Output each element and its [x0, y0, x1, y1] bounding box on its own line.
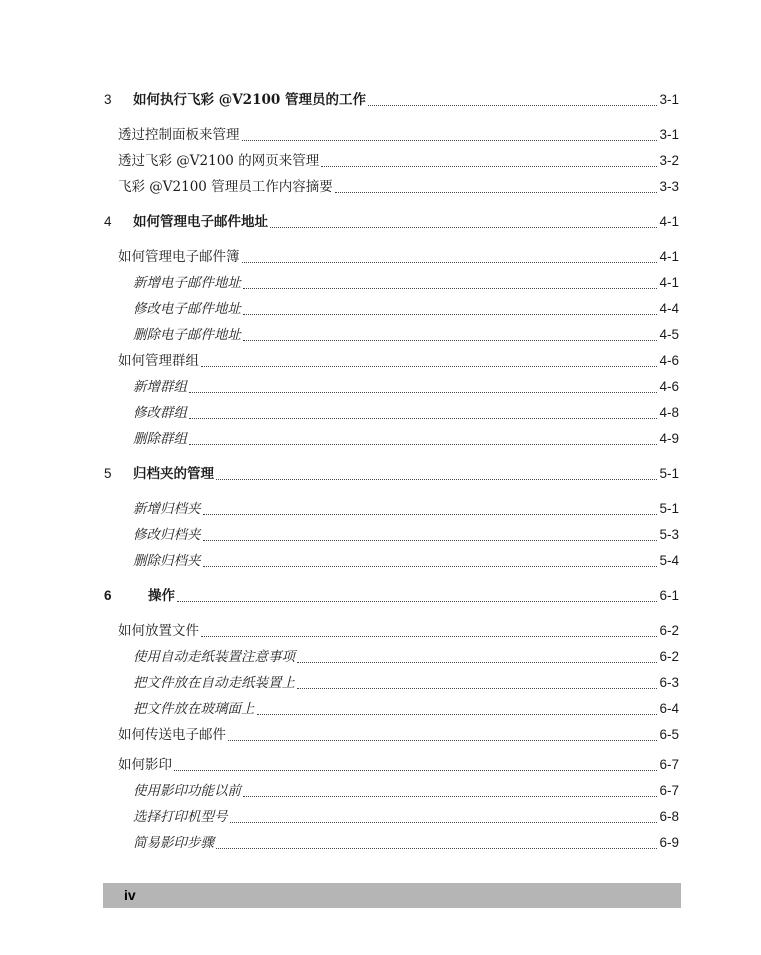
toc-subentry[interactable] — [0, 429, 679, 449]
toc-page-number: 3-1 — [659, 127, 679, 142]
toc-leader-dots — [335, 192, 658, 193]
toc-title: 如何管理电子邮件簿 — [118, 249, 240, 265]
toc-subentry[interactable] — [0, 807, 679, 827]
toc-leader-dots — [230, 822, 658, 823]
toc-title: 把文件放在自动走纸装置上 — [133, 675, 295, 691]
toc-title: 使用自动走纸装置注意事项 — [133, 649, 295, 665]
toc-page-number: 6-2 — [659, 623, 679, 638]
toc-entry[interactable] — [0, 725, 679, 745]
toc-leader-dots — [243, 314, 657, 315]
toc-subentry[interactable] — [0, 781, 679, 801]
toc-page-number: 5-1 — [659, 466, 679, 481]
toc-page-number: 4-5 — [659, 327, 679, 342]
toc-page-number: 6-8 — [659, 809, 679, 824]
toc-page-number: 4-4 — [659, 301, 679, 316]
toc-title: 简易影印步骤 — [133, 835, 214, 851]
toc-leader-dots — [242, 262, 658, 263]
toc-title: 选择打印机型号 — [133, 809, 228, 825]
toc-title: 如何管理电子邮件地址 — [133, 214, 268, 230]
toc-title: 如何放置文件 — [118, 623, 199, 639]
toc-title: 如何管理群组 — [118, 353, 199, 369]
toc-leader-dots — [189, 444, 657, 445]
footer-bar — [103, 883, 681, 908]
toc-title: 删除群组 — [133, 431, 187, 447]
toc-title: 如何传送电子邮件 — [118, 727, 226, 743]
toc-subentry[interactable] — [0, 403, 679, 423]
toc-subentry[interactable] — [0, 699, 679, 719]
toc-page-number: 6-7 — [659, 783, 679, 798]
toc-leader-dots — [270, 227, 657, 228]
toc-page-number: 5-4 — [659, 553, 679, 568]
toc-leader-dots — [321, 166, 657, 167]
toc-leader-dots — [216, 479, 657, 480]
toc-page-number: 3-2 — [659, 153, 679, 168]
toc-page-number: 3-1 — [659, 92, 679, 107]
toc-page-number: 4-6 — [659, 353, 679, 368]
toc-leader-dots — [203, 540, 658, 541]
toc-chapter[interactable] — [0, 464, 679, 484]
toc-title: 透过飞彩 @V2100 的网页来管理 — [118, 153, 320, 169]
toc-leader-dots — [242, 140, 658, 141]
toc-leader-dots — [243, 288, 657, 289]
toc-title: 透过控制面板来管理 — [118, 127, 240, 143]
toc-chapter-number: 6 — [104, 588, 112, 603]
toc-chapter[interactable] — [0, 212, 679, 232]
toc-entry[interactable] — [0, 151, 679, 171]
toc-subentry[interactable] — [0, 299, 679, 319]
toc-entry[interactable] — [0, 177, 679, 197]
footer-page-number: iv — [124, 887, 136, 903]
toc-leader-dots — [203, 514, 658, 515]
toc-title: 新增归档夹 — [133, 501, 201, 517]
toc-leader-dots — [297, 688, 657, 689]
toc-entry[interactable] — [0, 351, 679, 371]
toc-chapter-number: 5 — [104, 466, 112, 481]
toc-leader-dots — [228, 740, 657, 741]
toc-page-number: 6-1 — [659, 588, 679, 603]
toc-page-number: 4-8 — [659, 405, 679, 420]
toc-title: 删除归档夹 — [133, 553, 201, 569]
toc-page-number: 6-5 — [659, 727, 679, 742]
toc-leader-dots — [203, 566, 658, 567]
toc-leader-dots — [243, 340, 657, 341]
toc-leader-dots — [297, 662, 657, 663]
toc-leader-dots — [243, 796, 657, 797]
toc-entry[interactable] — [0, 125, 679, 145]
toc-page-number: 5-3 — [659, 527, 679, 542]
toc-page-number: 4-1 — [659, 214, 679, 229]
toc-page-number: 3-3 — [659, 179, 679, 194]
toc-entry[interactable] — [0, 247, 679, 267]
toc-page-number: 6-3 — [659, 675, 679, 690]
toc-chapter-number: 4 — [104, 214, 112, 229]
toc-title: 归档夹的管理 — [133, 466, 214, 482]
toc-page-number: 4-1 — [659, 249, 679, 264]
toc-leader-dots — [257, 714, 658, 715]
toc-title: 修改电子邮件地址 — [133, 301, 241, 317]
toc-leader-dots — [216, 848, 657, 849]
toc-subentry[interactable] — [0, 325, 679, 345]
toc-title: 新增电子邮件地址 — [133, 275, 241, 291]
toc-subentry[interactable] — [0, 673, 679, 693]
toc-chapter[interactable] — [0, 90, 679, 110]
toc-subentry[interactable] — [0, 551, 679, 571]
toc-title: 使用影印功能以前 — [133, 783, 241, 799]
toc-title: 删除电子邮件地址 — [133, 327, 241, 343]
toc-page-number: 5-1 — [659, 501, 679, 516]
toc-chapter[interactable] — [0, 586, 679, 606]
toc-title: 飞彩 @V2100 管理员工作内容摘要 — [118, 179, 333, 195]
toc-leader-dots — [201, 636, 657, 637]
toc-chapter-number: 3 — [104, 92, 112, 107]
toc-leader-dots — [189, 418, 657, 419]
toc-leader-dots — [174, 770, 657, 771]
toc-page-number: 6-7 — [659, 757, 679, 772]
toc-subentry[interactable] — [0, 273, 679, 293]
toc-page-number: 4-6 — [659, 379, 679, 394]
toc-entry[interactable] — [0, 755, 679, 775]
toc-title: 如何执行飞彩 @V2100 管理员的工作 — [133, 92, 366, 108]
toc-page-number: 6-2 — [659, 649, 679, 664]
toc-title: 把文件放在玻璃面上 — [133, 701, 255, 717]
toc-subentry[interactable] — [0, 377, 679, 397]
toc-leader-dots — [177, 601, 657, 602]
toc-subentry[interactable] — [0, 499, 679, 519]
toc-title: 修改群组 — [133, 405, 187, 421]
toc-page-number: 4-9 — [659, 431, 679, 446]
toc-title: 新增群组 — [133, 379, 187, 395]
toc-subentry[interactable] — [0, 647, 679, 667]
toc-subentry[interactable] — [0, 833, 679, 853]
toc-title: 修改归档夹 — [133, 527, 201, 543]
toc-subentry[interactable] — [0, 525, 679, 545]
toc-leader-dots — [201, 366, 657, 367]
toc-leader-dots — [368, 105, 658, 106]
toc-title: 操作 — [148, 588, 175, 604]
toc-page-number: 6-4 — [659, 701, 679, 716]
toc-page-number: 6-9 — [659, 835, 679, 850]
toc-page-number: 4-1 — [659, 275, 679, 290]
toc-title: 如何影印 — [118, 757, 172, 773]
toc-leader-dots — [189, 392, 657, 393]
toc-entry[interactable] — [0, 621, 679, 641]
